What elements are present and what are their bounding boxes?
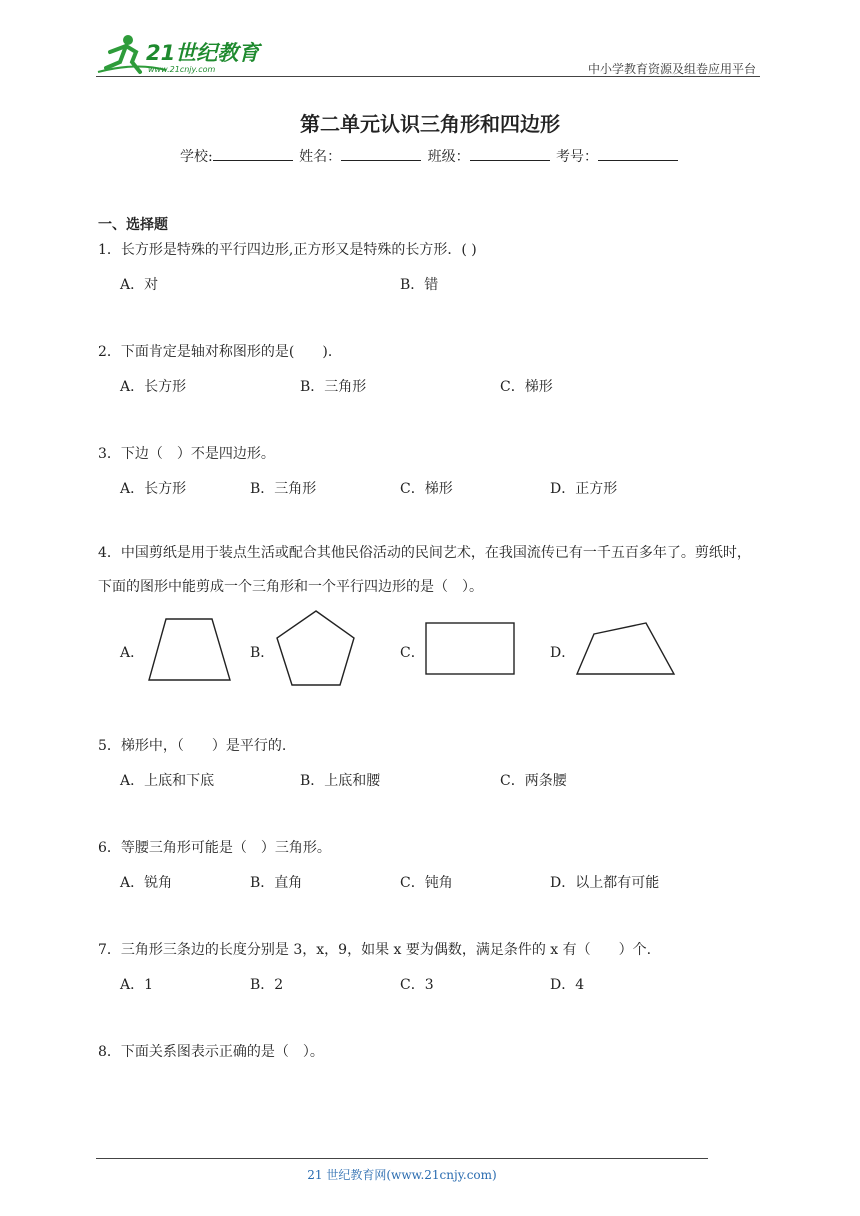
logo-url: www.21cnjy.com [148, 65, 216, 74]
q6-option-c[interactable]: C．钝角 [400, 875, 453, 891]
question-7: 7．三角形三条边的长度分别是 3，x，9，如果 x 要为偶数，满足条件的 x 有（ ）个. [98, 942, 652, 958]
question-6: 6．等腰三角形可能是（ ）三角形。 [98, 840, 331, 856]
question-2: 2．下面肯定是轴对称图形的是( )． [98, 344, 342, 360]
name-blank[interactable] [341, 146, 421, 161]
q3-option-d[interactable]: D．正方形 [550, 481, 618, 497]
footer-text[interactable]: 21 世纪教育网(www.21cnjy.com) [307, 1168, 497, 1182]
q2-option-a[interactable]: A．长方形 [120, 379, 187, 395]
student-info-line [0, 146, 860, 166]
q2-option-b[interactable]: B．三角形 [300, 379, 367, 395]
q5-option-b[interactable]: B．上底和腰 [300, 773, 381, 789]
question-4: 4．中国剪纸是用于装点生活或配合其他民俗活动的民间艺术，在我国流传已有一千五百多年了。剪纸时，下面的图形中能剪成一个三角形和一个平行四边形的是（ ）。 [98, 545, 751, 595]
class-blank[interactable] [470, 146, 550, 161]
logo-text: 21世纪教育 [146, 41, 260, 65]
q4-option-a[interactable]: A． [120, 645, 145, 661]
page-title: 第二单元认识三角形和四边形 [300, 112, 560, 136]
q4-trapezoid-shape [146, 616, 234, 684]
q4-option-b[interactable]: B． [250, 645, 275, 661]
site-logo [96, 32, 266, 76]
q1-option-a[interactable]: A．对 [120, 277, 159, 293]
q6-option-a[interactable]: A．锐角 [120, 875, 173, 891]
q6-option-d[interactable]: D．以上都有可能 [550, 875, 660, 891]
question-8: 8．下面关系图表示正确的是（ ）。 [98, 1044, 324, 1060]
q2-option-c[interactable]: C．梯形 [500, 379, 553, 395]
school-blank[interactable] [213, 146, 293, 161]
section-title: 一、选择题 [98, 217, 168, 233]
school-label: 学校: [179, 149, 213, 165]
q3-option-b[interactable]: B．三角形 [250, 481, 317, 497]
name-label: 姓名： [299, 149, 342, 165]
exam-no-label: 考号： [556, 149, 599, 165]
question-5: 5．梯形中，（ ）是平行的. [98, 738, 287, 754]
q3-option-a[interactable]: A．长方形 [120, 481, 187, 497]
exam-no-blank[interactable] [598, 146, 678, 161]
footer-divider [96, 1158, 708, 1159]
q7-option-c[interactable]: C．3 [400, 977, 434, 993]
platform-name: 中小学教育资源及组卷应用平台 [587, 62, 756, 76]
q4-option-c[interactable]: C． [400, 645, 425, 661]
question-3: 3．下边（ ）不是四边形。 [98, 446, 275, 462]
q1-option-b[interactable]: B．错 [400, 277, 439, 293]
q5-option-c[interactable]: C．两条腰 [500, 773, 567, 789]
q4-rectangle-shape [424, 621, 518, 677]
q6-option-b[interactable]: B．直角 [250, 875, 303, 891]
q4-option-d[interactable]: D． [550, 645, 576, 661]
question-1: 1．长方形是特殊的平行四边形,正方形又是特殊的长方形．( ) [98, 242, 477, 258]
class-label: 班级： [427, 149, 470, 165]
q5-option-a[interactable]: A．上底和下底 [120, 773, 215, 789]
q7-option-d[interactable]: D．4 [550, 977, 585, 993]
q4-quadrilateral-shape [574, 620, 678, 678]
q7-option-b[interactable]: B．2 [250, 977, 284, 993]
q4-pentagon-shape [274, 608, 358, 690]
q3-option-c[interactable]: C．梯形 [400, 481, 453, 497]
q7-option-a[interactable]: A．1 [120, 977, 154, 993]
header-divider [96, 76, 760, 77]
